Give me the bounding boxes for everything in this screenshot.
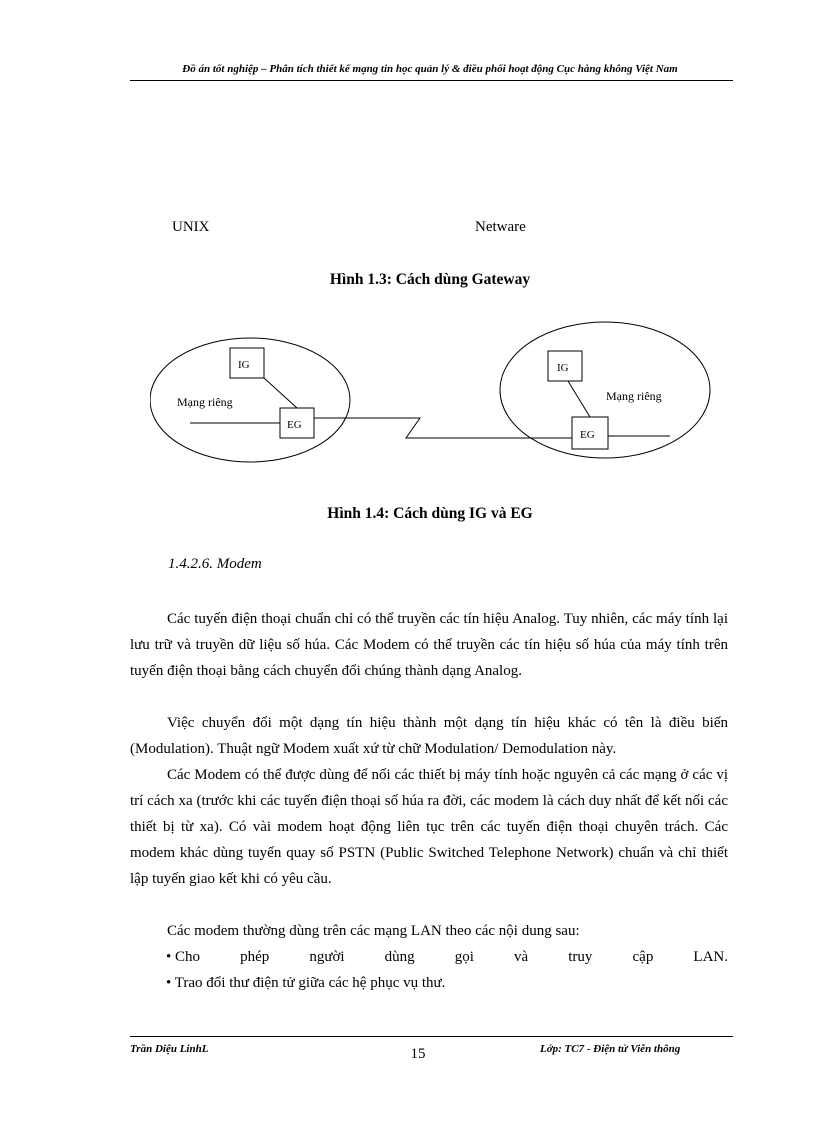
bullet-1-word-4: dùng — [384, 949, 415, 965]
page-header: Đồ án tốt nghiệp – Phân tích thiết kế mạng tin học quản lý & điều phối hoạt động Cục hàng không Việt Nam — [182, 63, 678, 75]
left-ig-label: IG — [238, 359, 250, 371]
figure-1-4-caption: Hình 1.4: Cách dùng IG và EG — [327, 505, 533, 522]
right-network-label: Mạng riêng — [606, 389, 662, 403]
bullet-2-text: Trao đổi thư điện tử giữa các hệ phục vụ thư. — [174, 975, 446, 991]
header-divider — [130, 80, 733, 81]
bullet-1-word-6: và — [514, 949, 529, 965]
right-ig-label: IG — [557, 362, 569, 374]
figure-1-4-diagram — [150, 320, 730, 490]
bullet-1-word-2: phép — [240, 949, 270, 965]
paragraph-4: Các modem thường dùng trên các mạng LAN theo các nội dung sau: — [167, 923, 580, 939]
left-network-label: Mạng riêng — [177, 395, 233, 409]
bullet-symbol: • — [166, 975, 172, 991]
bullet-1-word-1: • Cho — [166, 949, 201, 965]
bullet-1-word-8: cập — [632, 949, 654, 965]
left-ig-eg-link — [264, 378, 297, 408]
figure-1-3-left-label: UNIX — [172, 219, 210, 235]
right-ig-eg-link — [568, 381, 590, 417]
page-number: 15 — [410, 1046, 426, 1062]
bullet-1-word-7: truy — [568, 949, 593, 965]
bullet-item-2 — [166, 970, 728, 996]
figure-1-3-caption: Hình 1.3: Cách dùng Gateway — [329, 271, 531, 288]
bullet-symbol: • — [166, 949, 172, 965]
figure-1-3-right-label: Netware — [475, 219, 526, 235]
bullet-1-word-9: LAN. — [693, 949, 728, 965]
bullet-1-word-3: người — [309, 949, 345, 965]
wan-link — [314, 418, 520, 438]
footer-class-info: Lớp: TC7 - Điện tử Viễn thông — [540, 1043, 681, 1055]
bullet-item-1 — [166, 944, 728, 970]
paragraph-3: Các Modem có thể được dùng để nối các thiết bị máy tính hoặc nguyên cả các mạng ở các vị trí cách xa (trước khi các tuyến điện thoại số húa ra đời, các modem là cách duy nhất để kết nối các thiết bị từ xa). Có vài modem hoạt động liên tục trên các tuyến điện thoại chuyên trách. Các modem khác dùng tuyến quay số PSTN (Public Switched Telephone Network) chuẩn và chỉ thiết lập tuyến giao kết khi có yêu cầu. — [130, 767, 728, 887]
footer-divider — [130, 1036, 733, 1037]
section-heading: 1.4.2.6. Modem — [168, 556, 262, 572]
paragraph-2: Việc chuyển đổi một dạng tín hiệu thành một dạng tín hiệu khác có tên là điều biến (Modulation). Thuật ngữ Modem xuất xứ từ chữ Modulation/ Demodulation này. — [130, 715, 728, 757]
right-eg-label: EG — [580, 429, 595, 441]
left-eg-label: EG — [287, 419, 302, 431]
footer-author: Trần Diệu LinhL — [130, 1043, 209, 1055]
bullet-1-word-5: gọi — [454, 949, 474, 965]
paragraph-1: Các tuyến điện thoại chuẩn chỉ có thể truyền các tín hiệu Analog. Tuy nhiên, các máy tính lại lưu trữ và truyền dữ liệu số húa. Các Modem có thể truyền các tín hiệu số húa của máy tính trên tuyến điện thoại bằng cách chuyển đổi chúng thành dạng Analog. — [130, 611, 728, 679]
